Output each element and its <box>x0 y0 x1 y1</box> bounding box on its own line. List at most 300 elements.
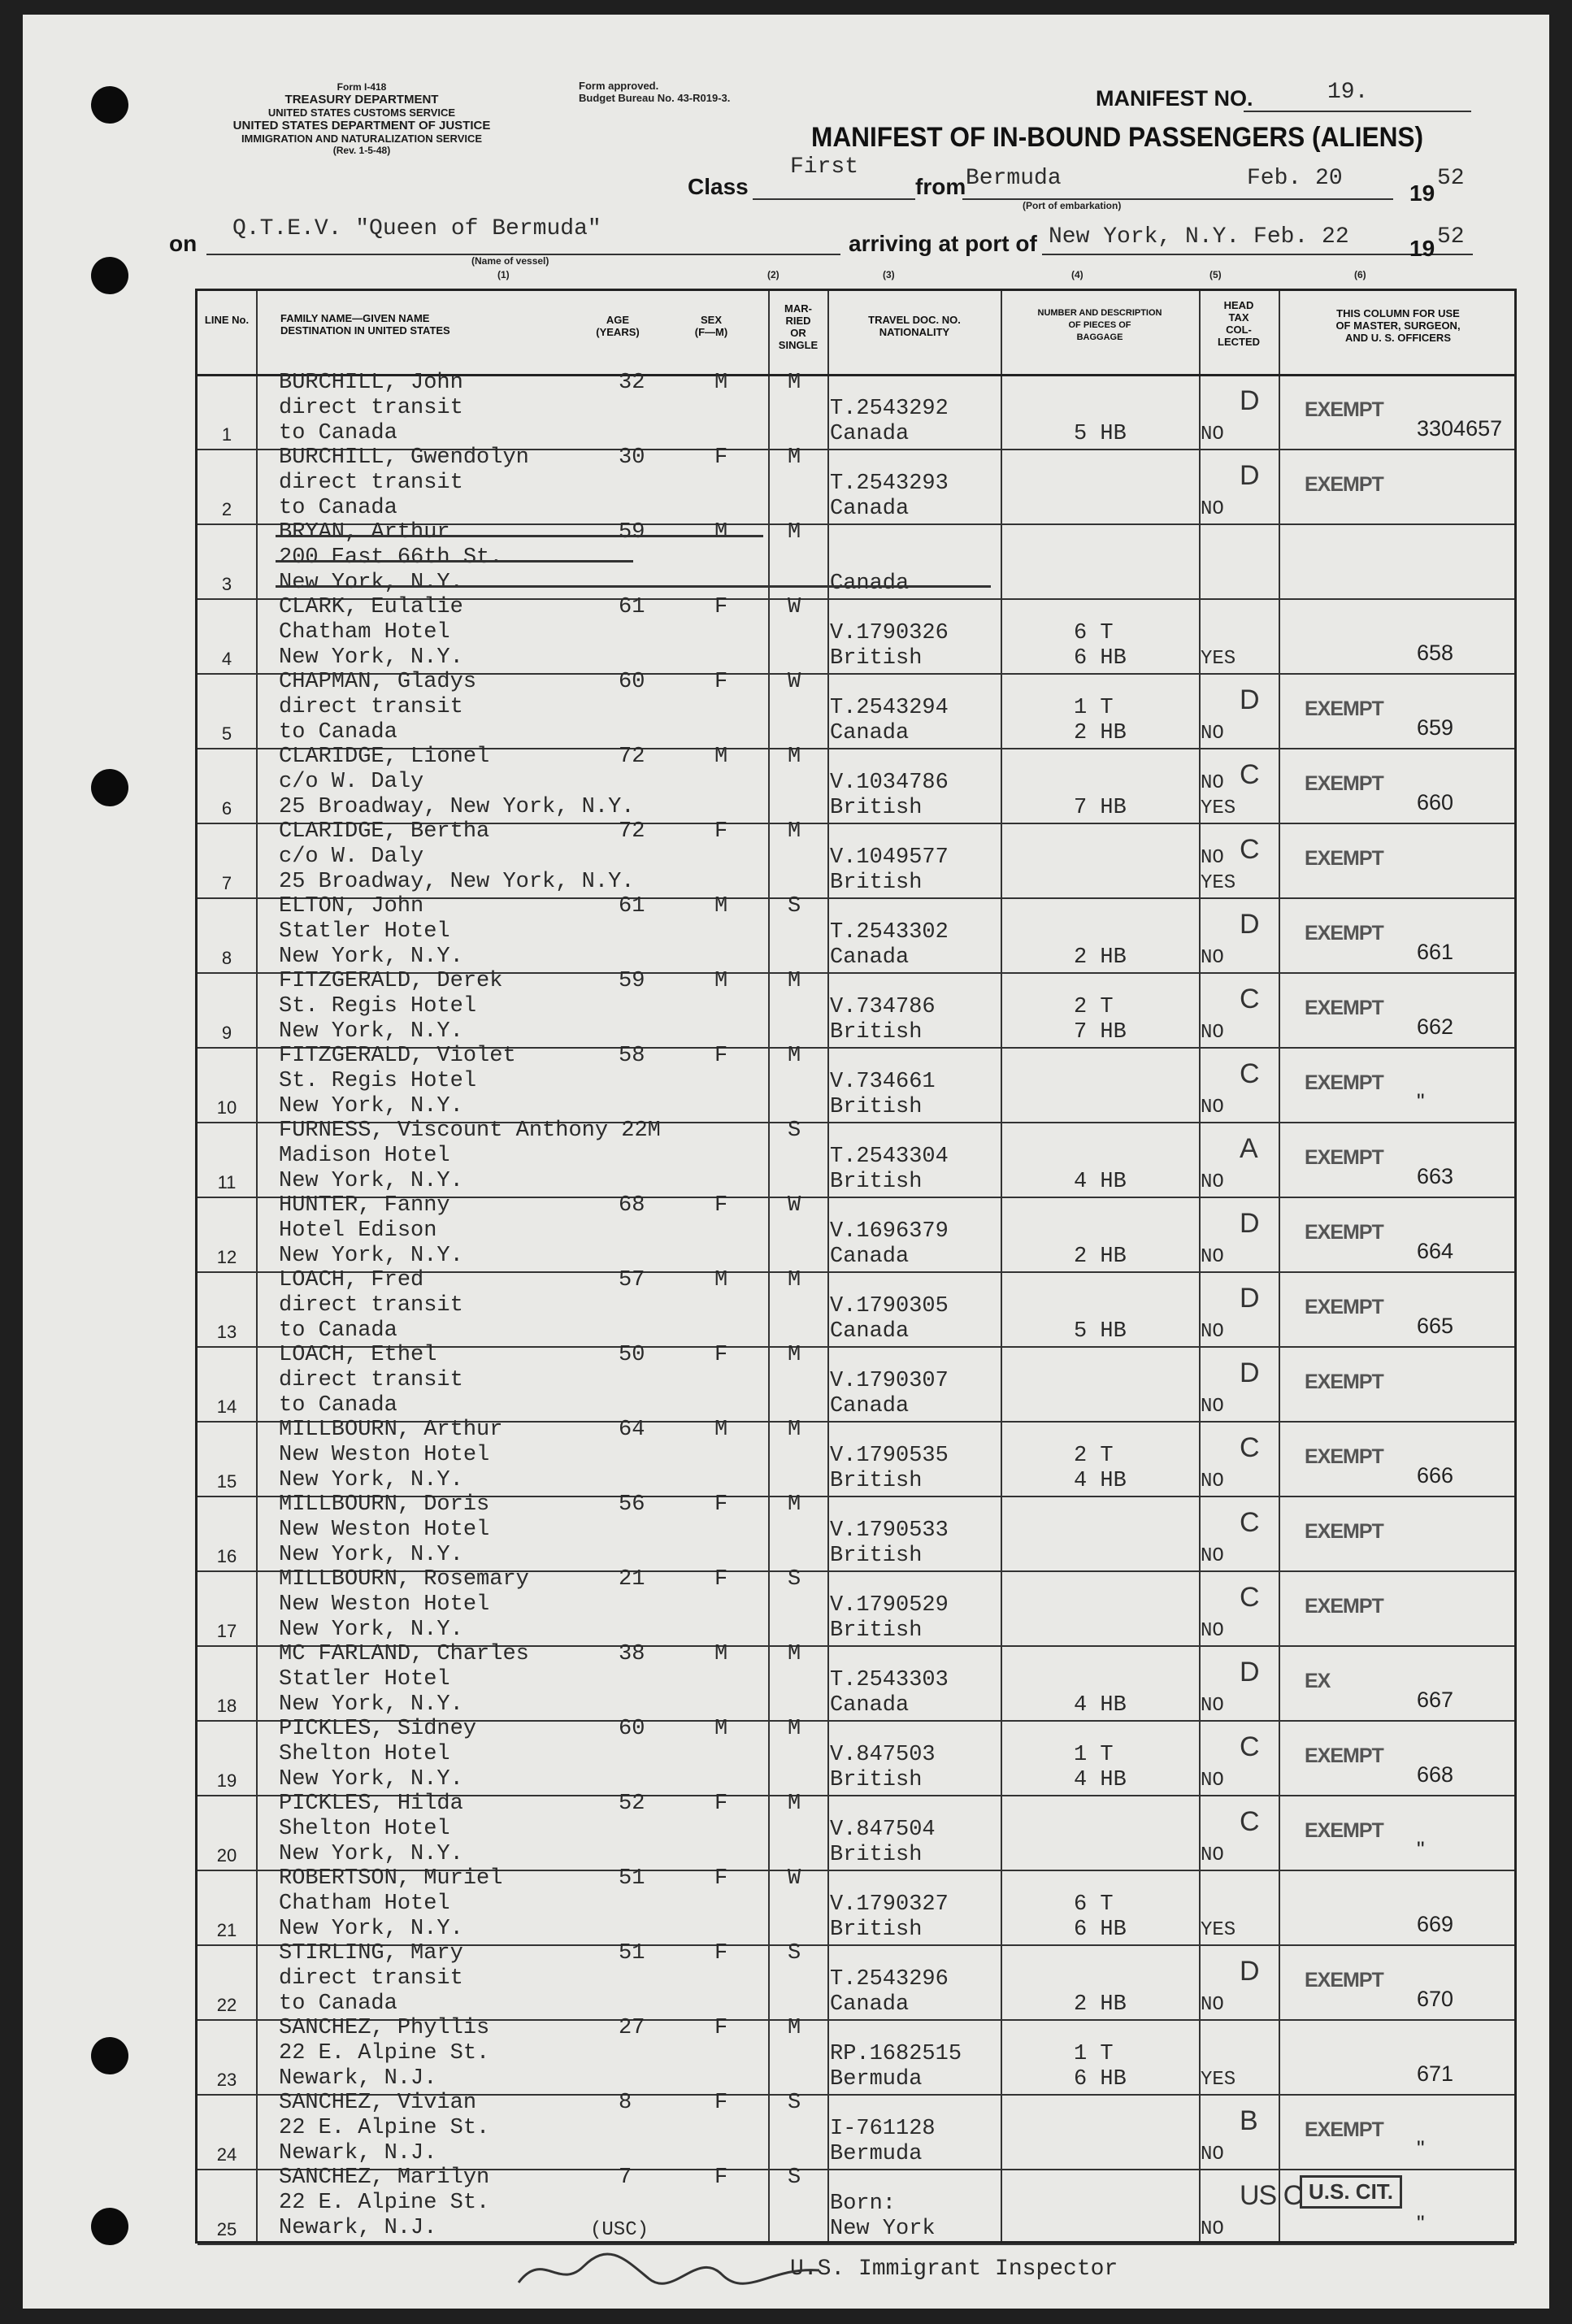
departure-year: 52 <box>1437 166 1465 191</box>
travel-document: I-761128 Bermuda <box>830 2117 936 2166</box>
table-row <box>198 1492 1514 1572</box>
revision-date: (Rev. 1-5-48) <box>332 145 391 156</box>
exempt-stamp: EXEMPT <box>1305 847 1383 870</box>
baggage-description: 5 HB <box>1074 422 1127 446</box>
passenger-age: 21 <box>619 1567 645 1592</box>
passenger-age: 8 <box>619 2091 632 2115</box>
officer-number: 668 <box>1417 1762 1454 1787</box>
marital-status: S <box>788 1567 801 1592</box>
officer-number: 660 <box>1417 790 1454 814</box>
travel-document: V.1790307 Canada <box>830 1369 949 1418</box>
baggage-description: 7 HB <box>1074 796 1127 820</box>
passenger-name-destination: PICKLES, Hilda Shelton Hotel New York, N.Y. <box>279 1792 463 1866</box>
immigration-service: IMMIGRATION AND NATURALIZATION SERVICE <box>241 132 483 145</box>
row-line-number: 19 <box>216 1770 237 1791</box>
passenger-sex: M <box>714 1268 728 1292</box>
passenger-sex: F <box>714 445 728 470</box>
officer-number: 663 <box>1417 1164 1454 1188</box>
exempt-stamp: EX <box>1305 1670 1331 1692</box>
treasury-department: TREASURY DEPARTMENT <box>284 93 439 106</box>
officer-number: 3304657 <box>1417 416 1503 441</box>
head-tax-collected: NO <box>1201 723 1224 745</box>
passenger-sex: M <box>714 371 728 395</box>
inspector-mark: C <box>1240 984 1259 1014</box>
officer-number: 666 <box>1417 1463 1454 1488</box>
passenger-sex: F <box>714 2165 728 2190</box>
inspector-mark: C <box>1240 1432 1259 1463</box>
immigrant-inspector-label: U.S. Immigrant Inspector <box>790 2257 1118 2282</box>
passenger-sex: M <box>714 1642 728 1666</box>
passenger-name-destination: BURCHILL, John direct transit to Canada <box>279 371 463 445</box>
head-tax-collected: NO <box>1201 1396 1224 1418</box>
officer-number: 664 <box>1417 1239 1454 1263</box>
table-row <box>198 371 1514 450</box>
passenger-sex: F <box>714 2016 728 2040</box>
officer-number: " <box>1417 1837 1425 1861</box>
baggage-description: 2 HB <box>1074 1992 1127 2017</box>
exempt-stamp: EXEMPT <box>1305 1520 1383 1543</box>
passenger-age: 50 <box>619 1343 645 1367</box>
exempt-stamp: EXEMPT <box>1305 772 1383 795</box>
manifest-number: 19. <box>1327 80 1369 105</box>
marital-status: S <box>788 1119 801 1143</box>
strike-through-line <box>276 560 633 563</box>
baggage-description: 1 T 6 HB <box>1074 2042 1127 2092</box>
table-row <box>198 1119 1514 1198</box>
inspector-mark: US C <box>1240 2180 1303 2211</box>
head-tax-collected: NO <box>1201 1695 1224 1717</box>
table-row <box>198 1642 1514 1722</box>
baggage-description: 4 HB <box>1074 1693 1127 1718</box>
marital-status: M <box>788 1418 801 1442</box>
manifest-no-label: MANIFEST NO. <box>1096 86 1253 111</box>
inspector-mark: C <box>1240 1507 1259 1538</box>
baggage-description: 6 T 6 HB <box>1074 1892 1127 1942</box>
row-line-number: 4 <box>221 649 232 669</box>
row-line-number: 5 <box>221 723 232 744</box>
passenger-name-destination: CHAPMAN, Gladys direct transit to Canada <box>279 670 477 745</box>
passenger-age: 61 <box>619 595 645 619</box>
row-line-number: 12 <box>216 1247 237 1267</box>
passenger-age: 59 <box>619 520 645 545</box>
travel-document: RP.1682515 Bermuda <box>830 2042 962 2092</box>
officer-number: " <box>1417 1089 1425 1114</box>
passenger-name-destination: MC FARLAND, Charles Statler Hotel New York, N.Y. <box>279 1642 529 1717</box>
table-row <box>198 819 1514 899</box>
marital-status: W <box>788 1866 801 1891</box>
passenger-sex: F <box>714 1343 728 1367</box>
table-row <box>198 745 1514 824</box>
header-baggage: NUMBER AND DESCRIPTION OF PIECES OF BAGGAGE <box>1037 308 1162 342</box>
passenger-sex: F <box>714 1567 728 1592</box>
inspector-mark: C <box>1240 759 1259 790</box>
on-label: on <box>169 231 198 256</box>
passenger-age: 51 <box>619 1941 645 1966</box>
table-row <box>198 2091 1514 2170</box>
travel-document: V.1790326 British <box>830 621 949 671</box>
vessel-caption: (Name of vessel) <box>471 255 549 267</box>
officer-number: 667 <box>1417 1688 1454 1712</box>
travel-document: Born: New York <box>830 2192 936 2241</box>
travel-document: V.734661 British <box>830 1070 936 1119</box>
inspector-mark: C <box>1240 1806 1259 1837</box>
arrival-port-date: New York, N.Y. Feb. 22 <box>1049 224 1349 250</box>
passenger-name-destination: LOACH, Ethel direct transit to Canada <box>279 1343 463 1418</box>
inspector-mark: A <box>1240 1133 1257 1164</box>
passenger-age: 68 <box>619 1193 645 1218</box>
approval-block <box>579 80 730 104</box>
baggage-description: 6 T 6 HB <box>1074 621 1127 671</box>
passenger-age: 52 <box>619 1792 645 1816</box>
passenger-sex: F <box>714 1866 728 1891</box>
head-tax-collected: NO <box>1201 1844 1224 1866</box>
marital-status: S <box>788 2091 801 2115</box>
passenger-age: 60 <box>619 670 645 694</box>
passenger-name-destination: FURNESS, Viscount Anthony 22M Madison Hotel New York, N.Y. <box>279 1119 661 1193</box>
row-line-number: 9 <box>221 1023 232 1043</box>
row-line-number: 8 <box>221 948 232 968</box>
col4-number: (4) <box>1071 269 1083 280</box>
inspector-mark: B <box>1240 2105 1257 2136</box>
travel-document: V.734786 British <box>830 995 936 1045</box>
row-line-number: 14 <box>216 1397 237 1417</box>
manifest-title: MANIFEST OF IN-BOUND PASSENGERS (ALIENS) <box>811 122 1424 153</box>
table-row <box>198 1343 1514 1423</box>
passenger-sex: F <box>714 2091 728 2115</box>
travel-document: T.2543292 Canada <box>830 397 949 446</box>
table-row <box>198 1418 1514 1497</box>
travel-document: T.2543303 Canada <box>830 1668 949 1718</box>
marital-status: W <box>788 1193 801 1218</box>
passenger-age: 58 <box>619 1044 645 1068</box>
baggage-description: 2 T 4 HB <box>1074 1444 1127 1493</box>
officer-number: 670 <box>1417 1987 1454 2011</box>
table-row <box>198 1268 1514 1348</box>
baggage-description: 1 T 2 HB <box>1074 696 1127 745</box>
arrival-line <box>1042 254 1473 255</box>
marital-status: M <box>788 2016 801 2040</box>
binder-hole <box>91 2037 128 2074</box>
passenger-sex: M <box>714 1717 728 1741</box>
travel-document: T.2543294 Canada <box>830 696 949 745</box>
col6-number: (6) <box>1354 269 1366 280</box>
passenger-sex: M <box>714 1418 728 1442</box>
head-tax-collected: NO <box>1201 424 1224 445</box>
passenger-age: 59 <box>619 969 645 993</box>
passenger-name-destination: BRYAN, Arthur 200 East 66th St. New York, N.Y. <box>279 520 503 595</box>
inspector-mark: C <box>1240 1058 1259 1089</box>
marital-status: W <box>788 595 801 619</box>
officer-number: 671 <box>1417 2061 1454 2086</box>
passenger-age: 30 <box>619 445 645 470</box>
travel-document: V.1790327 British <box>830 1892 949 1942</box>
strike-through-line <box>276 535 763 537</box>
baggage-description: 1 T 4 HB <box>1074 1743 1127 1792</box>
passenger-sex: F <box>714 1492 728 1517</box>
passenger-name-destination: MILLBOURN, Rosemary New Weston Hotel New York, N.Y. <box>279 1567 529 1642</box>
header-sex: SEX (F—M) <box>694 314 728 338</box>
passenger-name-destination: ROBERTSON, Muriel Chatham Hotel New York, N.Y. <box>279 1866 503 1941</box>
row-line-number: 3 <box>221 574 232 594</box>
manifest-no-line <box>1244 111 1471 112</box>
travel-document: Canada <box>830 571 910 596</box>
row-line-number: 24 <box>216 2144 237 2165</box>
head-tax-collected: YES <box>1201 1919 1236 1941</box>
travel-document: V.1790535 British <box>830 1444 949 1493</box>
binder-hole <box>91 2208 128 2245</box>
travel-document: V.1696379 Canada <box>830 1219 949 1269</box>
table-row <box>198 1567 1514 1647</box>
inspector-mark: D <box>1240 1357 1259 1388</box>
marital-status: W <box>788 670 801 694</box>
officer-number: " <box>1417 2211 1425 2235</box>
inspector-mark: D <box>1240 385 1259 416</box>
head-tax-collected: NO <box>1201 2218 1224 2240</box>
row-line-number: 20 <box>216 1845 237 1866</box>
officer-number: " <box>1417 2136 1425 2161</box>
baggage-description: 2 HB <box>1074 1245 1127 1269</box>
passenger-name-destination: PICKLES, Sidney Shelton Hotel New York, N.Y. <box>279 1717 477 1792</box>
col1-number: (1) <box>497 269 510 280</box>
table-row <box>198 2165 1514 2245</box>
exempt-stamp: EXEMPT <box>1305 1296 1383 1318</box>
departure-year-prefix: 19 <box>1409 180 1435 206</box>
travel-document: V.1790529 British <box>830 1593 949 1643</box>
approval-line: Form approved. <box>579 80 659 92</box>
table-row <box>198 969 1514 1049</box>
passenger-sex: F <box>714 1792 728 1816</box>
head-tax-collected: NO <box>1201 1470 1224 1492</box>
passenger-age: 72 <box>619 745 645 769</box>
marital-status: M <box>788 371 801 395</box>
binder-hole <box>91 257 128 294</box>
arrival-year: 52 <box>1437 224 1465 250</box>
exempt-stamp: EXEMPT <box>1305 1221 1383 1244</box>
arriving-label: arriving at port of <box>849 231 1037 256</box>
passenger-table <box>195 289 1517 2244</box>
passenger-sex: F <box>714 595 728 619</box>
form-number: Form I-418 <box>337 81 387 93</box>
head-tax-collected: YES <box>1201 648 1236 670</box>
customs-service: UNITED STATES CUSTOMS SERVICE <box>267 106 456 119</box>
table-row <box>198 670 1514 749</box>
exempt-stamp: EXEMPT <box>1305 1445 1383 1468</box>
marital-status: S <box>788 1941 801 1966</box>
us-citizen-stamp: U.S. CIT. <box>1300 2175 1402 2209</box>
table-row <box>198 520 1514 600</box>
exempt-stamp: EXEMPT <box>1305 1744 1383 1767</box>
row-line-number: 11 <box>217 1172 237 1192</box>
head-tax-collected: NO <box>1201 1022 1224 1044</box>
baggage-description: 2 T 7 HB <box>1074 995 1127 1045</box>
passenger-name-destination: CLARIDGE, Lionel c/o W. Daly 25 Broadway, New York, N.Y. <box>279 745 635 819</box>
exempt-stamp: EXEMPT <box>1305 1371 1383 1393</box>
exempt-stamp: EXEMPT <box>1305 2118 1383 2141</box>
officer-number: 669 <box>1417 1912 1454 1936</box>
from-label: from <box>915 174 966 199</box>
passenger-name-destination: BURCHILL, Gwendolyn direct transit to Canada <box>279 445 529 520</box>
row-line-number: 23 <box>216 2070 237 2090</box>
row-line-number: 6 <box>221 798 232 819</box>
exempt-stamp: EXEMPT <box>1305 922 1383 945</box>
marital-status: M <box>788 1717 801 1741</box>
inspector-mark: C <box>1240 834 1259 865</box>
row-line-number: 17 <box>216 1621 237 1641</box>
officer-number: 661 <box>1417 940 1454 964</box>
inspector-mark: D <box>1240 1956 1259 1987</box>
head-tax-collected: NO <box>1201 2144 1224 2165</box>
exempt-stamp: EXEMPT <box>1305 997 1383 1019</box>
head-tax-collected: NO <box>1201 1994 1224 2016</box>
officer-number: 658 <box>1417 641 1454 665</box>
marital-status: S <box>788 2165 801 2190</box>
travel-document: V.847503 British <box>830 1743 936 1792</box>
passenger-name-destination: ELTON, John Statler Hotel New York, N.Y. <box>279 894 463 969</box>
head-tax-collected: YES <box>1201 2069 1236 2091</box>
head-tax-collected: NO <box>1201 1097 1224 1119</box>
head-tax-collected: NO <box>1201 1246 1224 1268</box>
col5-number: (5) <box>1209 269 1222 280</box>
class-label: Class <box>688 174 749 199</box>
passenger-sex: F <box>714 670 728 694</box>
row-line-number: 2 <box>221 499 232 519</box>
exempt-stamp: EXEMPT <box>1305 1071 1383 1094</box>
head-tax-collected: NO <box>1201 1770 1224 1792</box>
passenger-age: 72 <box>619 819 645 844</box>
head-tax-collected: NO <box>1201 1171 1224 1193</box>
row-line-number: 1 <box>221 424 232 445</box>
passenger-name-destination: STIRLING, Mary direct transit to Canada <box>279 1941 463 2016</box>
baggage-description: 2 HB <box>1074 945 1127 970</box>
travel-document: V.1790533 British <box>830 1518 949 1568</box>
header-marital: MAR- RIED OR SINGLE <box>778 302 819 351</box>
col3-number: (3) <box>883 269 895 280</box>
inspector-mark: D <box>1240 460 1259 491</box>
passenger-name-destination: FITZGERALD, Violet St. Regis Hotel New York, N.Y. <box>279 1044 516 1119</box>
exempt-stamp: EXEMPT <box>1305 1819 1383 1842</box>
exempt-stamp: EXEMPT <box>1305 1969 1383 1992</box>
col2-number: (2) <box>767 269 779 280</box>
passenger-name-destination: SANCHEZ, Vivian 22 E. Alpine St. Newark, N.J. <box>279 2091 490 2165</box>
travel-document: V.1049577 British <box>830 845 949 895</box>
marital-status: M <box>788 1642 801 1666</box>
passenger-name-destination: SANCHEZ, Phyllis 22 E. Alpine St. Newark, N.J. <box>279 2016 490 2091</box>
travel-document: T.2543296 Canada <box>830 1967 949 2017</box>
passenger-sex: F <box>714 819 728 844</box>
table-row <box>198 1866 1514 1946</box>
marital-status: M <box>788 1044 801 1068</box>
passenger-age: 51 <box>619 1866 645 1891</box>
passenger-sex: M <box>714 969 728 993</box>
passenger-age: 27 <box>619 2016 645 2040</box>
row-line-number: 15 <box>216 1471 237 1492</box>
exempt-stamp: EXEMPT <box>1305 398 1383 421</box>
manifest-page <box>23 15 1549 2309</box>
passenger-sex: M <box>714 894 728 919</box>
baggage-description: 4 HB <box>1074 1170 1127 1194</box>
row-line-number: 7 <box>221 873 232 893</box>
table-row <box>198 1044 1514 1123</box>
header-age: AGE (YEARS) <box>596 314 640 338</box>
from-port: Bermuda <box>966 166 1062 191</box>
head-tax-collected: NO <box>1201 1620 1224 1642</box>
table-row <box>198 1717 1514 1796</box>
header-head-tax: HEAD TAX COL- LECTED <box>1218 299 1260 348</box>
marital-status: M <box>788 969 801 993</box>
passenger-sex: F <box>714 1941 728 1966</box>
exempt-stamp: EXEMPT <box>1305 473 1383 496</box>
passenger-name-destination: MILLBOURN, Arthur New Weston Hotel New York, N.Y. <box>279 1418 503 1492</box>
class-line <box>753 198 915 200</box>
row-line-number: 10 <box>216 1097 237 1118</box>
approval-budget: Budget Bureau No. 43-R019-3. <box>579 92 731 104</box>
departure-date: Feb. 20 <box>1247 166 1343 191</box>
table-row <box>198 445 1514 525</box>
travel-document: T.2543302 Canada <box>830 920 949 970</box>
marital-status: M <box>788 1492 801 1517</box>
travel-document: T.2543304 British <box>830 1145 949 1194</box>
table-row <box>198 2016 1514 2096</box>
head-tax-collected: NO <box>1201 498 1224 520</box>
passenger-sex: F <box>714 1044 728 1068</box>
passenger-age: 7 <box>619 2165 632 2190</box>
marital-status: M <box>788 1343 801 1367</box>
row-line-number: 25 <box>216 2219 237 2239</box>
passenger-age: 32 <box>619 371 645 395</box>
passenger-age: 38 <box>619 1642 645 1666</box>
passenger-name-destination: SANCHEZ, Marilyn 22 E. Alpine St. Newark, N.J. <box>279 2165 490 2240</box>
table-row <box>198 1792 1514 1871</box>
inspector-mark: D <box>1240 909 1259 940</box>
head-tax-collected: NO <box>1201 947 1224 969</box>
inspector-mark: D <box>1240 684 1259 715</box>
marital-status: M <box>788 1792 801 1816</box>
exempt-stamp: EXEMPT <box>1305 1595 1383 1618</box>
row-line-number: 21 <box>216 1920 237 1940</box>
officer-number: 659 <box>1417 715 1454 740</box>
marital-status: M <box>788 445 801 470</box>
row-line-number: 22 <box>216 1995 237 2015</box>
passenger-age: 60 <box>619 1717 645 1741</box>
inspector-mark: D <box>1240 1657 1259 1688</box>
travel-document: T.2543293 Canada <box>830 471 949 521</box>
officer-number: 662 <box>1417 1014 1454 1039</box>
header-travel-doc: TRAVEL DOC. NO. NATIONALITY <box>868 314 961 338</box>
inspector-mark: D <box>1240 1208 1259 1239</box>
inspector-signature <box>510 2234 836 2299</box>
table-row <box>198 1193 1514 1273</box>
table-row <box>198 1941 1514 2021</box>
passenger-name-destination: FITZGERALD, Derek St. Regis Hotel New York, N.Y. <box>279 969 503 1044</box>
passenger-age: 61 <box>619 894 645 919</box>
department-of-justice: UNITED STATES DEPARTMENT OF JUSTICE <box>232 119 491 132</box>
row-line-number: 16 <box>216 1546 237 1566</box>
passenger-sex: F <box>714 1193 728 1218</box>
passenger-age: 57 <box>619 1268 645 1292</box>
passenger-name-destination: CLARK, Eulalie Chatham Hotel New York, N.Y. <box>279 595 463 670</box>
passenger-age: 64 <box>619 1418 645 1442</box>
binder-hole <box>91 769 128 806</box>
marital-status: M <box>788 1268 801 1292</box>
marital-status: M <box>788 745 801 769</box>
marital-status: M <box>788 520 801 545</box>
inspector-mark: C <box>1240 1582 1259 1613</box>
passenger-age: 56 <box>619 1492 645 1517</box>
travel-document: V.1790305 Canada <box>830 1294 949 1344</box>
passenger-sex: M <box>714 745 728 769</box>
inspector-mark: C <box>1240 1731 1259 1762</box>
baggage-description: 5 HB <box>1074 1319 1127 1344</box>
